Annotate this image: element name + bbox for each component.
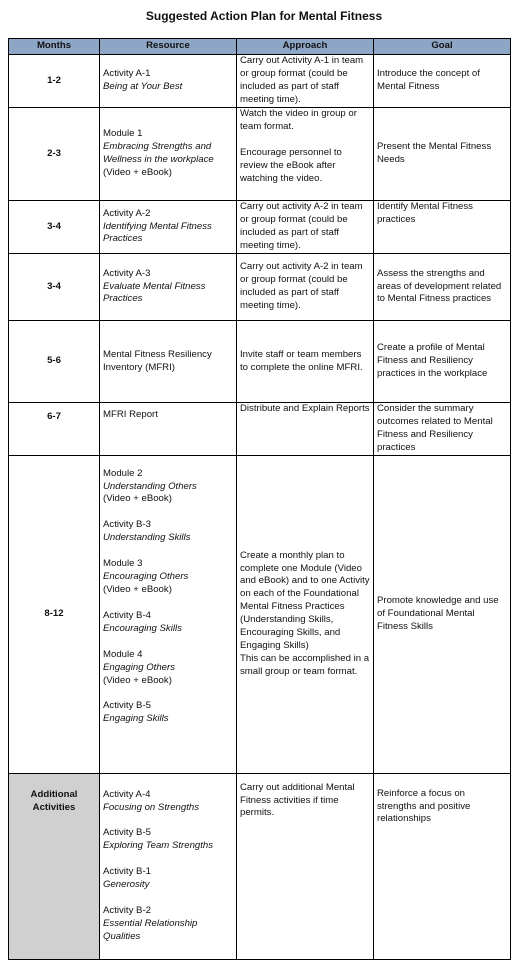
months-cell: 5-6: [9, 321, 100, 403]
header-resource: Resource: [100, 39, 237, 55]
resource-line: Module 2: [103, 467, 143, 479]
header-approach: Approach: [237, 39, 374, 55]
header-months: Months: [9, 39, 100, 55]
goal-cell: Reinforce a focus on strengths and positive relationships: [374, 773, 511, 959]
table-row: [9, 403, 511, 456]
table-row: [9, 201, 511, 254]
goal-cell: Create a profile of Mental Fitness and Resiliency practices in the workplace: [374, 321, 511, 403]
resource-line: Activity B-1: [103, 866, 151, 878]
months-cell: 3-4: [9, 201, 100, 254]
goal-cell: Assess the strengths and areas of development related to Mental Fitness practices: [374, 254, 511, 321]
months-cell: 6-7: [9, 403, 100, 456]
resource-cell: Mental Fitness Resiliency Inventory (MFRI): [100, 321, 237, 403]
resource-line: Essential Relationship Qualities: [103, 917, 198, 942]
resource-line: Focusing on Strengths: [103, 801, 199, 813]
resource-line: Activity A-1: [103, 68, 151, 80]
resource-line: Encouraging Others: [103, 571, 189, 583]
table-row: [9, 321, 511, 403]
resource-line: Exploring Team Strengths: [103, 840, 214, 852]
months-cell: 8-12: [9, 455, 100, 773]
resource-line: Module 3: [103, 558, 143, 570]
resource-line: Activity A-3: [103, 267, 151, 279]
approach-paragraph: Encourage personnel to review the eBook after watching the video.: [240, 146, 342, 184]
approach-paragraph: This can be accomplished in a small group or team format.: [240, 652, 370, 677]
table-row: [9, 108, 511, 201]
resource-line: (Video + eBook): [103, 166, 172, 178]
approach-cell: Carry out activity A-2 in team or group format (could be included as part of staff meeting time).: [237, 254, 374, 321]
goal-cell: Consider the summary outcomes related to Mental Fitness and Resiliency practices: [374, 403, 511, 456]
approach-paragraph: Watch the video in group or team format.: [240, 108, 357, 132]
approach-cell: Carry out activity A-2 in team or group format (could be included as part of staff meeting time).: [237, 201, 374, 254]
resource-line: (Video + eBook): [103, 493, 172, 505]
resource-line: Activity A-4: [103, 788, 151, 800]
table-row: [9, 455, 511, 773]
action-plan-table: [8, 38, 511, 960]
resource-line: Activity B-2: [103, 905, 151, 917]
resource-line: Activity B-4: [103, 609, 151, 621]
resource-cell: [100, 55, 237, 108]
resource-line: Activity B-5: [103, 827, 151, 839]
resource-line: Generosity: [103, 879, 150, 891]
months-cell: Additional Activities: [9, 773, 100, 959]
goal-cell: Present the Mental Fitness Needs: [374, 108, 511, 201]
approach-cell: Distribute and Explain Reports: [237, 403, 374, 456]
resource-line: Activity B-3: [103, 519, 151, 531]
resource-line: Encouraging Skills: [103, 622, 182, 634]
resource-line: Evaluate Mental Fitness Practices: [103, 280, 206, 305]
resource-line: Activity A-2: [103, 207, 151, 219]
table-header-row: [9, 39, 511, 55]
resource-line: Module 1: [103, 128, 143, 140]
resource-cell: [100, 201, 237, 254]
resource-line: Module 4: [103, 648, 143, 660]
approach-cell: [237, 455, 374, 773]
table-row: [9, 55, 511, 108]
resource-line: Engaging Skills: [103, 713, 169, 725]
header-goal: Goal: [374, 39, 511, 55]
table-row: [9, 773, 511, 959]
goal-cell: Identify Mental Fitness practices: [374, 201, 511, 254]
resource-line: (Video + eBook): [103, 674, 172, 686]
goal-cell: Introduce the concept of Mental Fitness: [374, 55, 511, 108]
resource-line: Identifying Mental Fitness Practices: [103, 220, 212, 245]
resource-cell: [100, 108, 237, 201]
resource-line: Understanding Skills: [103, 532, 191, 544]
table-row: [9, 254, 511, 321]
resource-line: Embracing Strengths and Wellness in the workplace: [103, 141, 214, 165]
resource-cell: [100, 254, 237, 321]
resource-cell: [100, 773, 237, 959]
approach-paragraph: Create a monthly plan to complete one Module (Video and eBook) and to one Activity on each of the Foundational Mental Fitness Practices (Understanding Skills, Encouraging Skills, and Engaging Skills): [240, 549, 370, 651]
months-cell: 2-3: [9, 108, 100, 201]
approach-cell: Invite staff or team members to complete the online MFRI.: [237, 321, 374, 403]
page-title: Suggested Action Plan for Mental Fitness: [145, 9, 383, 23]
approach-cell: [237, 108, 374, 201]
goal-cell: Promote knowledge and use of Foundational Mental Fitness Skills: [374, 455, 511, 773]
months-cell: 3-4: [9, 254, 100, 321]
resource-line: Understanding Others: [103, 480, 197, 492]
resource-line: Activity B-5: [103, 700, 151, 712]
resource-line: Engaging Others: [103, 661, 175, 673]
months-cell: 1-2: [9, 55, 100, 108]
resource-cell: [100, 455, 237, 773]
approach-cell: Carry out additional Mental Fitness activities if time permits.: [237, 773, 374, 959]
approach-cell: Carry out Activity A-1 in team or group format (could be included as part of staff meeting time).: [237, 55, 374, 108]
resource-line: Being at Your Best: [103, 81, 183, 92]
resource-line: (Video + eBook): [103, 583, 172, 595]
resource-cell: MFRI Report: [100, 403, 237, 456]
